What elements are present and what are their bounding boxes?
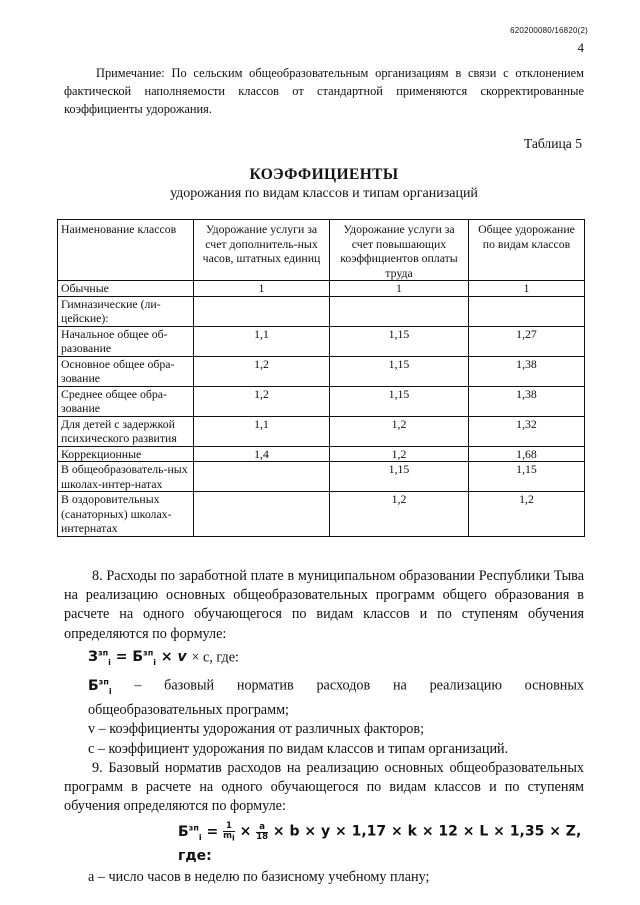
formula-2: $Б^{зп}_i$ = $\frac{1}{m_i}$ × $\frac{a}{18}$ × b × y × 1,17 × k × 12 × L × 1,35 × Z, где:	[178, 821, 582, 864]
table-cell-value: 1	[194, 281, 330, 297]
definition-a: а – число часов в неделю по базисному учебному плану;	[88, 869, 430, 886]
table-cell-value: 1,2	[330, 446, 469, 462]
document-id: 620200080/16820(2)	[510, 26, 588, 35]
table-row	[58, 462, 585, 492]
page-number: 4	[577, 40, 584, 55]
table-cell-value: 1	[469, 281, 585, 297]
table-row	[58, 446, 585, 462]
formula-1-tail: × с, где:	[191, 649, 239, 666]
table-cell-value	[330, 296, 469, 326]
table-cell-value	[194, 492, 330, 537]
table-subtitle: удорожания по видам классов и типам организаций	[170, 186, 478, 201]
table-cell-value: 1,2	[194, 386, 330, 416]
table-row	[58, 326, 585, 356]
table-cell-class-name: Обычные	[58, 281, 194, 297]
table-cell-class-name: Для детей с задержкой психического развития	[58, 416, 194, 446]
table-cell-value: 1,15	[330, 326, 469, 356]
table-cell-class-name: Начальное общее об-разование	[58, 326, 194, 356]
column-header-class-name: Наименование классов	[58, 220, 194, 281]
table-header-row	[58, 220, 585, 281]
table-row	[58, 356, 585, 386]
table-cell-class-name: Гимназические (ли-цейские):	[58, 296, 194, 326]
table-cell-value: 1,1	[194, 416, 330, 446]
column-header-pay-coefficients: Удорожание услуги за счет повышающих коэффициентов оплаты труда	[330, 220, 469, 281]
definition-b: $Б^{зп}_i$ – базовый норматив расходов на реализацию основных общеобразовательных программ;	[88, 677, 584, 719]
table-label: Таблица 5	[523, 136, 582, 151]
table-cell-value: 1,27	[469, 326, 585, 356]
table-row	[58, 386, 585, 416]
table-cell-class-name: Основное общее обра-зование	[58, 356, 194, 386]
table-cell-value: 1,4	[194, 446, 330, 462]
table-cell-value	[194, 462, 330, 492]
table-cell-value: 1,2	[330, 492, 469, 537]
paragraph-9: 9. Базовый норматив расходов на реализацию основных общеобразовательных программ в расчете на одного обучающегося по видам классов и по ступеням обучения определяются по формуле:	[64, 759, 584, 815]
text-block-8	[64, 567, 584, 887]
coefficients-table	[57, 219, 585, 537]
table-cell-value: 1,15	[330, 462, 469, 492]
table-title: КОЭФФИЦИЕНТЫ	[249, 166, 399, 183]
formula-1: $З^{зп}_i = Б^{зп}_i \times v \times с$, где:	[88, 648, 239, 668]
table-cell-value: 1,2	[330, 416, 469, 446]
definition-v: v – коэффициенты удорожания от различных факторов;	[88, 721, 425, 738]
definition-c: с – коэффициент удорожания по видам классов и типам организаций.	[88, 740, 509, 757]
table-cell-value	[469, 296, 585, 326]
table-cell-value: 1,2	[194, 356, 330, 386]
definition-b-text: – базовый норматив расходов на реализацию основных общеобразовательных программ;	[88, 678, 584, 719]
table-cell-value	[194, 296, 330, 326]
table-cell-value: 1,38	[469, 386, 585, 416]
table-cell-class-name: В общеобразователь-ных школах-интер-натах	[58, 462, 194, 492]
table-cell-value: 1,32	[469, 416, 585, 446]
column-header-extra-hours: Удорожание услуги за счет дополнитель-ных часов, штатных единиц	[194, 220, 330, 281]
table-row	[58, 492, 585, 537]
table-row	[58, 296, 585, 326]
table-cell-value: 1,68	[469, 446, 585, 462]
note-paragraph: Примечание: По сельским общеобразовательным организациям в связи с отклонением фактической наполняемости классов от стандартной применяются скорректированные коэффициенты удорожания.	[64, 66, 584, 116]
table-cell-value: 1,15	[330, 386, 469, 416]
table-row	[58, 281, 585, 297]
table-cell-value: 1,1	[194, 326, 330, 356]
table-cell-value: 1,2	[469, 492, 585, 537]
paragraph-8: 8. Расходы по заработной плате в муниципальном образовании Республики Тыва на реализацию основных общеобразовательных программ общего образования в расчете на одного обучающегося по видам классов и по ступеням обучения определяются по формуле:	[64, 568, 584, 642]
table-cell-class-name: Среднее общее обра-зование	[58, 386, 194, 416]
table-cell-value: 1,38	[469, 356, 585, 386]
table-cell-class-name: В оздоровительных (санаторных) школах-интернатах	[58, 492, 194, 537]
formula-2-tail: × b × y × 1,17 × k × 12 × L × 1,35 × Z, где:	[178, 824, 582, 864]
table-cell-class-name: Коррекционные	[58, 446, 194, 462]
table-cell-value: 1	[330, 281, 469, 297]
table-cell-value: 1,15	[469, 462, 585, 492]
table-row	[58, 416, 585, 446]
column-header-total: Общее удорожание по видам классов	[469, 220, 585, 281]
table-cell-value: 1,15	[330, 356, 469, 386]
